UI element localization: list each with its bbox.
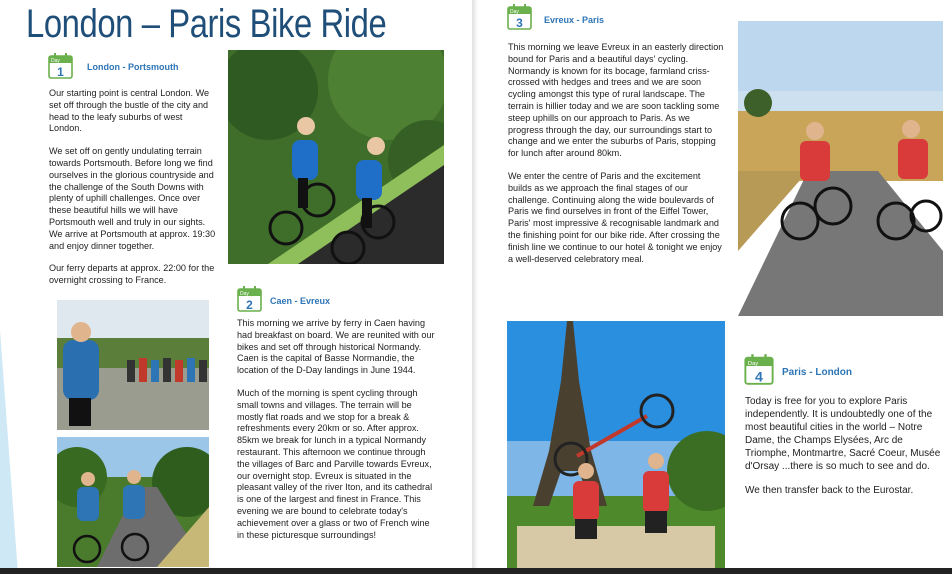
day1-para-1: Our starting point is central London. We set off through the bustle of the city and head to the leafy suburbs of west London. [49,88,210,134]
day1-route: London - Portsmouth [87,62,179,72]
page-title: London – Paris Bike Ride [26,2,387,46]
photo-riders-lane [57,437,209,567]
photo-eiffel-tower-finish [507,321,725,569]
day2-route: Caen - Evreux [270,296,331,306]
photo-cyclists-road [228,50,444,264]
day1-calendar-icon [48,52,73,84]
day4-para-2: We then transfer back to the Eurostar. [745,485,914,496]
day1-para-3: Our ferry departs at approx. 22:00 for the overnight crossing to France. [49,263,215,286]
decorative-triangle [0,330,22,574]
day3-calendar-icon [507,3,532,35]
day4-para-1: Today is free for you to explore Paris independently. It is undoubtedly one of the most beautiful cities in the world – Notre Dame, the Champs Elysées, Arc de Triomphe, Montmartre, Sacré Coeur, Musée d'Orsay ...there is so much to see and do. [745,396,941,472]
photo-cyclists-celebrating [738,21,943,316]
day4-route: Paris - London [782,367,852,378]
day1-text [49,88,217,298]
page-gutter [472,0,478,574]
day1-para-2: We set off on gently undulating terrain towards Portsmouth. Before long we find ourselves in the glorious countryside and the challenge of the South Downs with plenty of uphill challenges. Once over these beautiful hills we will have Portsmouth well and truly in our sights. We arrive at Portsmouth at approx. 19:30 and enjoy dinner together. [49,146,216,251]
day3-para-1: This morning we leave Evreux in an easterly direction bound for Paris and a beautiful days' cycling. Normandy is known for its bocage, farmland criss-crossed with hedges and trees and we are soon cycling amongst this type of rural landscape. The terrain is hillier today and we are soon tackling some steep uphills on our approach to Paris. As we progress through the day, our surroundings start to change and we enter the suburbs of Paris, stopping for lunch after around 80km. [508,42,724,159]
photo-group-briefing [57,300,209,430]
day4-number: 4 [755,369,763,385]
day2-cal-label: Day [240,291,249,297]
day4-calendar-icon [744,353,774,390]
day3-para-2: We enter the centre of Paris and the excitement builds as we approach the final stages of our challenge. Continuing along the wide boulevards of Paris we find ourselves in front of the Eiffel Tower, Paris' most impressive & recognisable landmark and the finishing point for our bike ride. After crossing the finish line we continue to our hotel & tonight we enjoy a well-deserved celebratory meal. [508,170,722,264]
day2-para-1: This morning we arrive by ferry in Caen having had breakfast on board. We are reunited with our bikes and set off through historical Normandy. Caen is the capital of Basse Normandie, the location of the D-Day landings in June 1944. [237,318,435,376]
day4-cal-label: Day [747,360,759,367]
day4-text [745,395,945,508]
day3-route: Evreux - Paris [544,15,605,25]
day2-number: 2 [246,298,253,312]
day1-cal-label: Day [51,58,60,64]
day2-text [237,318,437,552]
day1-number: 1 [57,65,64,79]
day2-calendar-icon [237,285,262,317]
day2-para-2: Much of the morning is spent cycling through small towns and villages. The terrain will be mostly flat roads and we stop for a break & refreshments every 20km or so. After approx. 85km we break for lunch in a typical Normandy restaurant. This afternoon we continue through the villages of Barc and Parville towards Evreux, our overnight stop. Evreux is situated in the pleasant valley of the river Iton, and its cathedral is one of the largest and finest in France. This evening we are bound to celebrate today's achievement over a glass or two of French wine in these picturesque surroundings! [237,387,433,540]
day3-number: 3 [516,16,523,30]
day3-text [508,42,726,276]
bottom-border [0,568,952,574]
day3-cal-label: Day [510,9,519,15]
